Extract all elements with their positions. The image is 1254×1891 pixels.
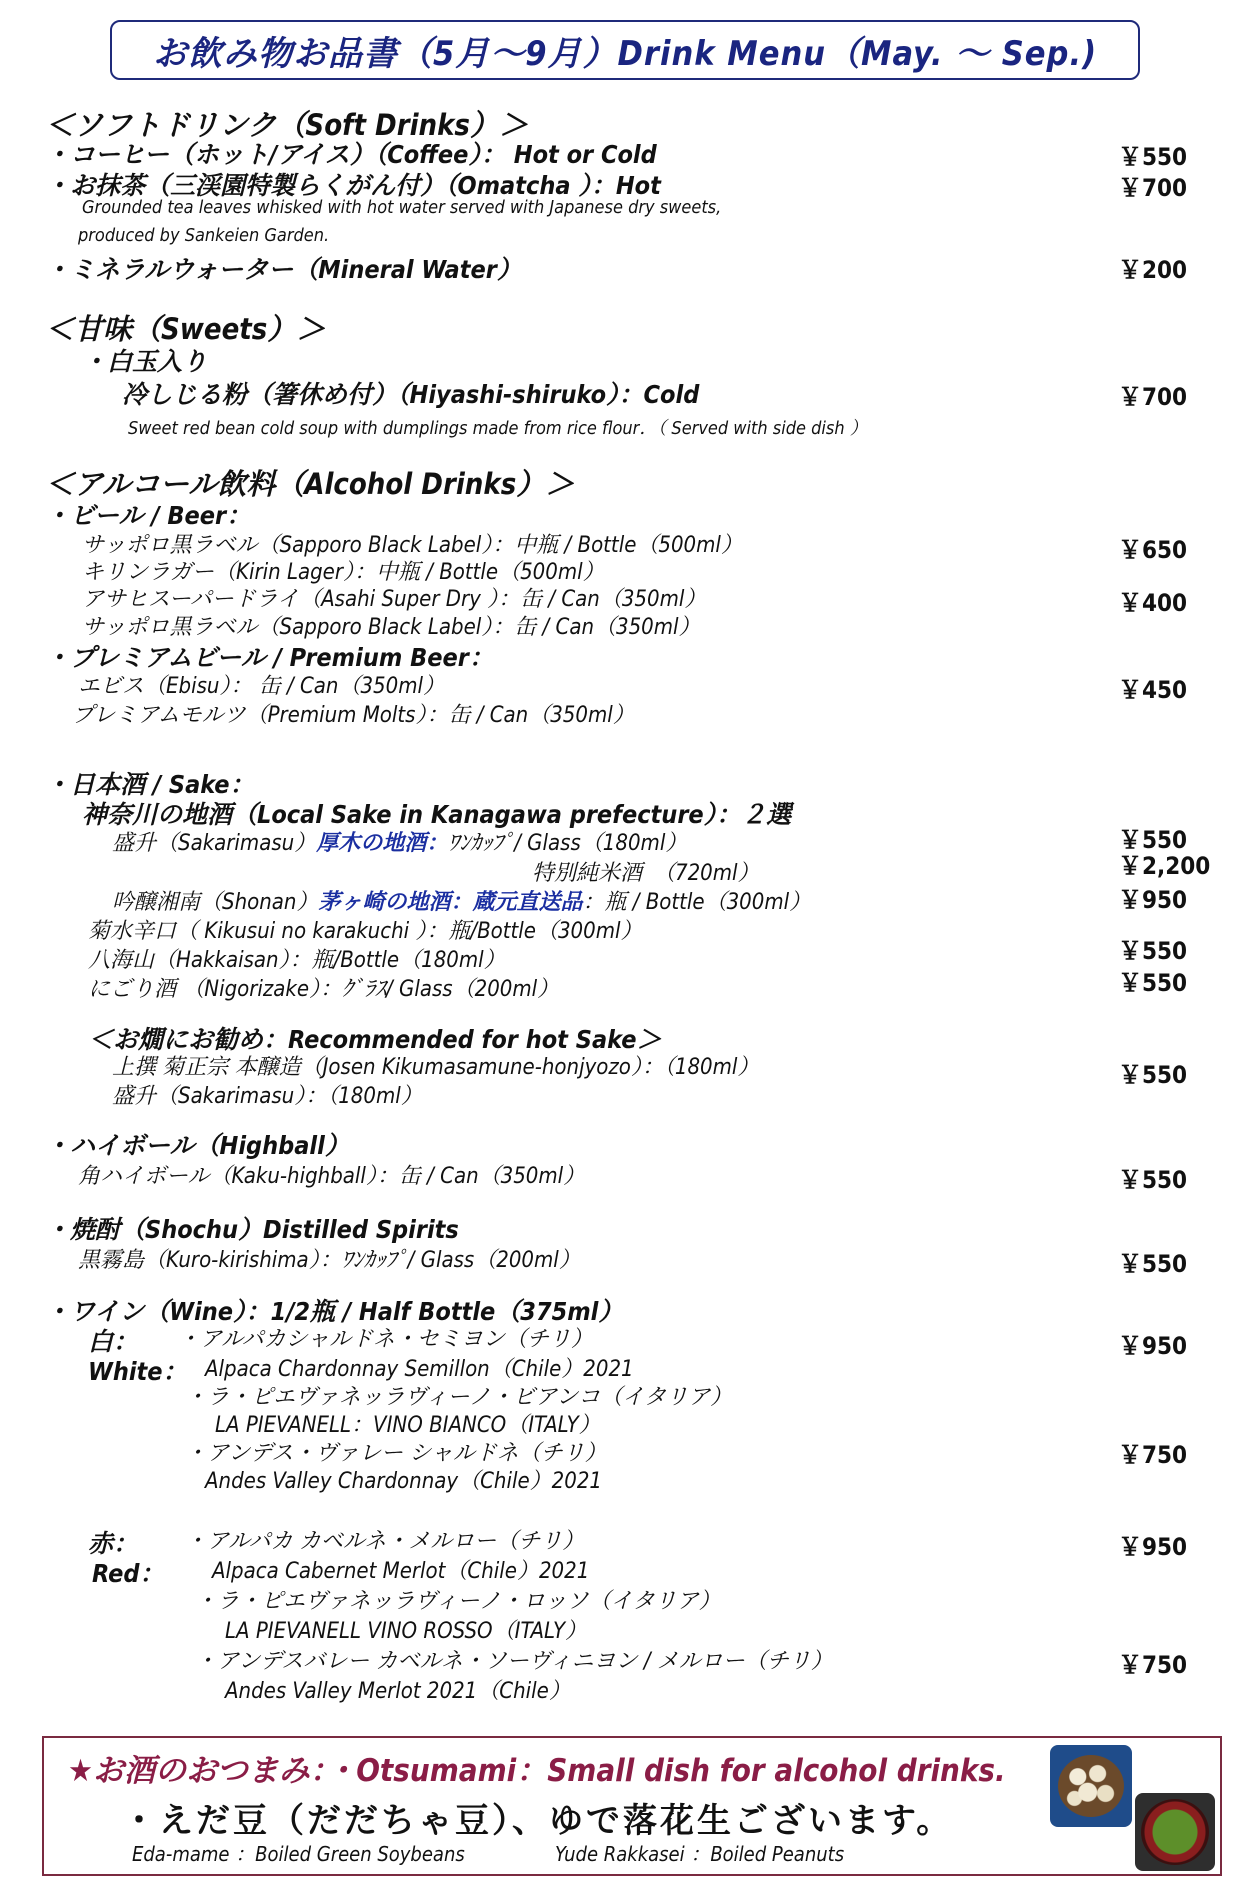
wine-white-3-price: ￥750 xyxy=(1118,1441,1188,1469)
soft-drinks-header: ＜ソフトドリンク（Soft Drinks）＞ xyxy=(45,108,528,142)
wine-red-1-en: Alpaca Cabernet Merlot（Chile）2021 xyxy=(212,1559,590,1584)
sake-nigori-price: ￥550 xyxy=(1118,969,1188,997)
otsumami-title: ★お酒のおつまみ：・Otsumami：Small dish for alcohol drinks. xyxy=(68,1753,1006,1789)
wine-white-2-jp: ・ラ・ピエヴァネッラヴィーノ・ビアンコ（イタリア） xyxy=(185,1385,733,1410)
beer-sapporo-can: サッポロ黒ラベル（Sapporo Black Label）：缶 / Can（350ml） xyxy=(82,615,701,640)
water-price: ￥200 xyxy=(1118,256,1188,284)
wine-red-2-jp: ・ラ・ピエヴァネッラヴィーノ・ロッソ（イタリア） xyxy=(195,1589,721,1614)
menu-title-box xyxy=(110,20,1140,80)
sweets-item-2: 冷しじる粉（箸休め付）（Hiyashi-shiruko）：Cold xyxy=(122,380,700,409)
coffee-price: ￥550 xyxy=(1118,143,1188,171)
sweets-item-1: ・白玉入り xyxy=(82,347,208,376)
wine-white-en: White： xyxy=(88,1357,188,1386)
sake-sakarimasu-name: 盛升（Sakarimasu） xyxy=(112,831,317,856)
sake-shonan-name: 吟醸湘南（Shonan） xyxy=(112,890,319,915)
otsumami-peanuts-caption: Yude Rakkasei ：Boiled Peanuts xyxy=(555,1842,845,1866)
wine-header: ・ワイン（Wine）：1/2瓶 / Half Bottle（375ml） xyxy=(45,1297,624,1326)
shochu-price: ￥550 xyxy=(1118,1250,1188,1278)
sake-hot-sakarimasu: 盛升（Sakarimasu）：（180ml） xyxy=(112,1084,423,1109)
wine-red-2-en: LA PIEVANELL VINO ROSSO（ITALY） xyxy=(225,1619,588,1644)
otsumami-items: ・えだ豆（だだちゃ豆）、ゆで落花生ございます。 xyxy=(122,1801,954,1841)
sake-sakarimasu-size: ﾜﾝｶｯﾌﾟ/ Glass（180ml） xyxy=(448,831,688,856)
premium-molts: プレミアムモルツ（Premium Molts）：缶 / Can（350ml） xyxy=(72,703,635,728)
menu-title: お飲み物お品書（5月〜9月）Drink Menu（May. 〜 Sep.) xyxy=(152,33,1098,74)
premium-beer-header: ・プレミアムビール / Premium Beer： xyxy=(45,643,494,672)
edamame-photo xyxy=(1135,1793,1215,1871)
wine-white-3-jp: ・アンデス・ヴァレー シャルドネ（チリ） xyxy=(185,1441,607,1466)
wine-white-1-jp: ・アルパカシャルドネ・セミヨン（チリ） xyxy=(178,1327,593,1352)
water-item: ・ミネラルウォーター（Mineral Water） xyxy=(45,255,522,284)
sake-hot-kikumasamune: 上撰 菊正宗 本醸造（Josen Kikumasamune-honjyozo）：（180ml） xyxy=(112,1055,760,1080)
wine-white-3-en: Andes Valley Chardonnay（Chile）2021 xyxy=(205,1469,603,1494)
highball-header: ・ハイボール（Highball） xyxy=(45,1131,350,1160)
matcha-desc-1: Grounded tea leaves whisked with hot water served with Japanese dry sweets, xyxy=(82,197,722,218)
beer-kirin-bottle: キリンラガー（Kirin Lager）：中瓶 / Bottle（500ml） xyxy=(82,560,605,585)
matcha-desc-2: produced by Sankeien Garden. xyxy=(78,225,330,246)
sweets-desc: Sweet red bean cold soup with dumplings made from rice flour．（ Served with side dish ） xyxy=(128,418,868,439)
sake-local-header: 神奈川の地酒（Local Sake in Kanagawa prefecture）：２選 xyxy=(82,800,792,829)
sake-sakarimasu-price: ￥550 xyxy=(1118,826,1188,854)
wine-red-3-en: Andes Valley Merlot 2021（Chile） xyxy=(225,1679,571,1704)
sake-shonan-size: ：瓶 / Bottle（300ml） xyxy=(582,890,812,915)
shochu-header: ・焼酎（Shochu）Distilled Spirits xyxy=(45,1215,459,1244)
highball-item: 角ハイボール（Kaku-highball）：缶 / Can（350ml） xyxy=(78,1164,586,1189)
sake-header: ・日本酒 / Sake： xyxy=(45,770,255,799)
sake-tokubetsu: 特別純米酒 （720ml） xyxy=(532,861,760,886)
sake-hot-header: ＜お燗にお勧め：Recommended for hot Sake＞ xyxy=(88,1025,662,1054)
peanuts-photo xyxy=(1050,1745,1132,1827)
alcohol-header: ＜アルコール飲料（Alcohol Drinks）＞ xyxy=(45,467,575,501)
sake-hakkaisan-price: ￥550 xyxy=(1118,937,1188,965)
sake-hot-price: ￥550 xyxy=(1118,1061,1188,1089)
sake-chigasaki-label: 茅ヶ崎の地酒：蔵元直送品 xyxy=(318,890,583,915)
wine-red-3-price: ￥750 xyxy=(1118,1651,1188,1679)
sake-shonan xyxy=(112,885,811,916)
beer-header: ・ビール / Beer： xyxy=(45,501,252,530)
beer-bottle-price: ￥650 xyxy=(1118,536,1188,564)
wine-red-en: Red： xyxy=(92,1559,165,1588)
beer-asahi-can: アサヒスーパードライ（Asahi Super Dry ）：缶 / Can（350ml） xyxy=(82,587,707,612)
sweets-header: ＜甘味（Sweets）＞ xyxy=(45,312,326,346)
premium-price: ￥450 xyxy=(1118,676,1188,704)
wine-red-1-price: ￥950 xyxy=(1118,1533,1188,1561)
sake-atsugi-label: 厚木の地酒： xyxy=(316,831,449,856)
sake-hakkaisan: 八海山（Hakkaisan）：瓶/Bottle（180ml） xyxy=(88,948,506,973)
beer-sapporo-bottle: サッポロ黒ラベル（Sapporo Black Label）：中瓶 / Bottle（500ml） xyxy=(82,533,743,558)
wine-red-jp: 赤： xyxy=(88,1529,139,1558)
wine-white-2-en: LA PIEVANELL：VINO BIANCO（ITALY） xyxy=(215,1413,601,1438)
wine-red-1-jp: ・アルパカ カベルネ・メルロー（チリ） xyxy=(185,1529,585,1554)
coffee-item: ・コーヒー（ホット/アイス）（Coffee）： Hot or Cold xyxy=(45,140,657,169)
sake-sakarimasu xyxy=(112,826,687,857)
wine-white-jp: 白： xyxy=(88,1327,139,1356)
wine-red-3-jp: ・アンデスバレー カベルネ・ソーヴィニヨン / メルロー（チリ） xyxy=(195,1649,833,1674)
sake-shonan-price: ￥950 xyxy=(1118,886,1188,914)
sake-nigori: にごり酒 （Nigorizake）：ｸﾞﾗｽ/ Glass（200ml） xyxy=(88,977,560,1002)
wine-white-1-price: ￥950 xyxy=(1118,1332,1188,1360)
matcha-item: ・お抹茶（三渓園特製らくがん付）（Omatcha ）：Hot xyxy=(45,171,661,200)
shochu-item: 黒霧島（Kuro-kirishima）：ﾜﾝｶｯﾌﾟ/ Glass（200ml） xyxy=(78,1248,581,1273)
sake-kikusui: 菊水辛口（ Kikusui no karakuchi ）：瓶/Bottle（300ml） xyxy=(88,919,643,944)
matcha-price: ￥700 xyxy=(1118,174,1188,202)
wine-white-1-en: Alpaca Chardonnay Semillon（Chile）2021 xyxy=(205,1357,634,1382)
beer-can-price: ￥400 xyxy=(1118,589,1188,617)
premium-ebisu: エビス（Ebisu）： 缶 / Can（350ml） xyxy=(78,674,446,699)
otsumami-edamame-caption: Eda-mame ：Boiled Green Soybeans xyxy=(132,1842,465,1866)
sweets-price: ￥700 xyxy=(1118,383,1188,411)
highball-price: ￥550 xyxy=(1118,1166,1188,1194)
sake-tokubetsu-price: ￥2,200 xyxy=(1118,852,1211,880)
